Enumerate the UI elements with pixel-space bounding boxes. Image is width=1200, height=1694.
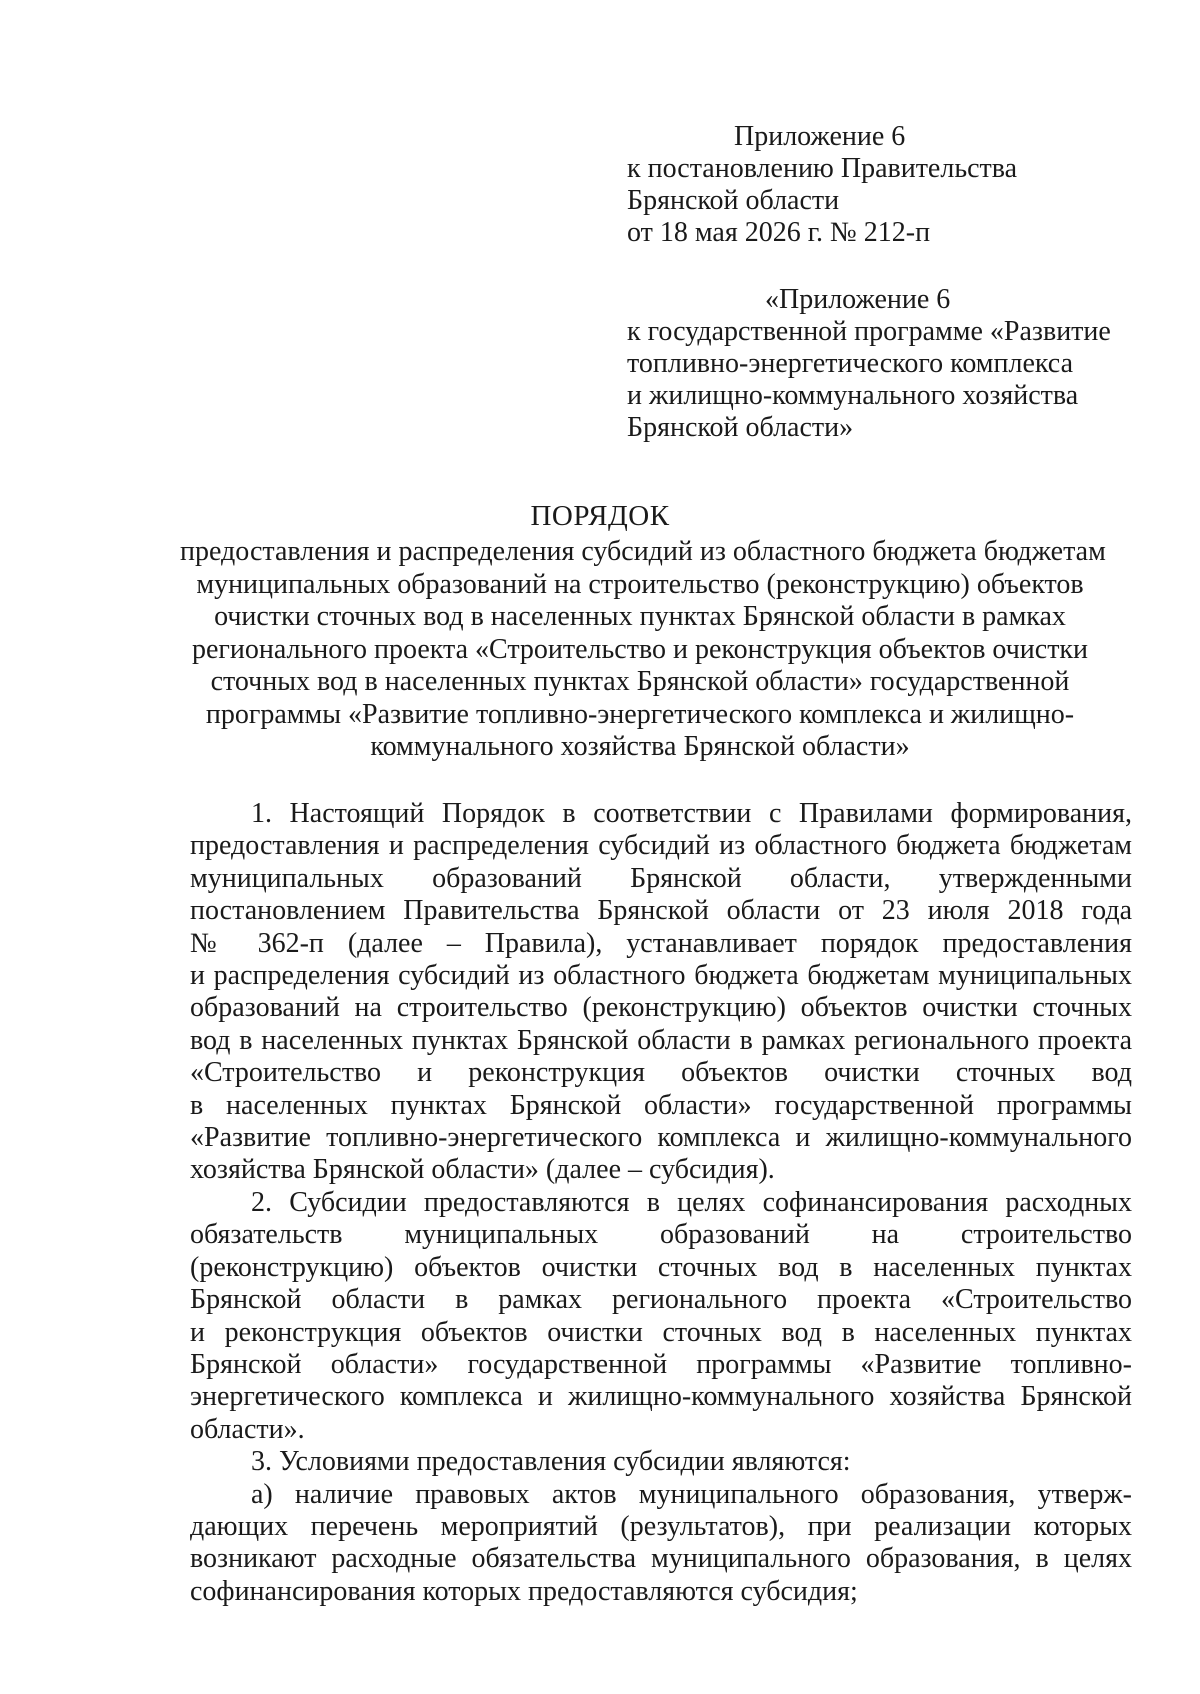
document-body [190,798,1132,1608]
paragraph-1-line: в населенных пунктах Брянской области» государственной программы [190,1089,1132,1121]
appendix-header [627,121,1017,249]
paragraph-2-line: (реконструкцию) объектов очистки сточных вод в населенных пунктах [190,1251,1132,1283]
subtitle-line: сточных вод в населенных пунктах Брянской области» государственной [210,666,1070,697]
paragraph-2-line: области». [190,1413,305,1445]
paragraph-3a-line: а) наличие правовых актов муниципального образования, утверж- [251,1478,1132,1510]
paragraph-2-line: 2. Субсидии предоставляются в целях софинансирования расходных [251,1186,1132,1218]
paragraph-1-line: № 362-п (далее – Правила), устанавливает порядок предоставления [190,927,1132,959]
paragraph-3a-line: возникают расходные обязательства муниципального образования, в целях [190,1543,1132,1575]
document-title: ПОРЯДОК [530,500,670,532]
program-appendix-line: топливно-энергетического комплекса [627,348,1073,379]
paragraph-1-line: «Развитие топливно-энергетического комплекса и жилищно-коммунального [190,1122,1132,1154]
subtitle-line: программы «Развитие топливно-энергетического комплекса и жилищно- [205,698,1075,730]
subtitle-line: регионального проекта «Строительство и реконструкция объектов очистки [191,633,1089,665]
paragraph-1-line: предоставления и распределения субсидий из областного бюджета бюджетам [190,830,1132,862]
appendix-header-line: от 18 мая 2026 г. № 212-п [627,217,931,248]
paragraph-2-line: энергетического комплекса и жилищно-коммунального хозяйства Брянской [190,1381,1132,1413]
paragraph-2-line: и реконструкция объектов очистки сточных вод в населенных пунктах [190,1316,1132,1348]
paragraph-1-line: и распределения субсидий из областного бюджета бюджетам муниципальных [190,960,1132,992]
program-appendix-line: и жилищно-коммунального хозяйства [627,380,1079,411]
paragraph-1-line: вод в населенных пунктах Брянской области в рамках регионального проекта [190,1024,1132,1056]
paragraph-1-line: «Строительство и реконструкция объектов очистки сточных вод [190,1057,1132,1089]
subtitle-line: коммунального хозяйства Брянской области» [370,731,910,762]
appendix-header-line: Приложение 6 [734,121,906,152]
program-appendix-line: Брянской области» [627,412,854,443]
paragraph-3-line: 3. Условиями предоставления субсидии являются: [251,1446,851,1478]
program-appendix [627,284,1111,444]
paragraph-1-line: постановлением Правительства Брянской области от 23 июля 2018 года [190,895,1132,927]
paragraph-1-line: хозяйства Брянской области» (далее – субсидия). [190,1154,775,1186]
paragraph-2-line: Брянской области в рамках регионального проекта «Строительство [190,1284,1132,1316]
paragraph-2-line: обязательств муниципальных образований на строительство [190,1219,1132,1251]
program-appendix-line: «Приложение 6 [765,284,951,315]
paragraph-1-line: муниципальных образований Брянской области, утвержденными [190,862,1132,894]
subtitle-line: очистки сточных вод в населенных пунктах Брянской области в рамках [214,601,1066,632]
subtitle-line: предоставления и распределения субсидий из областного бюджета бюджетам [180,536,1106,567]
paragraph-2-line: Брянской области» государственной программы «Развитие топливно- [190,1348,1132,1380]
paragraph-1-line: образований на строительство (реконструкцию) объектов очистки сточных [190,992,1132,1024]
paragraph-3a-line: софинансирования которых предоставляются субсидия; [190,1575,858,1607]
paragraph-3a-line: дающих перечень мероприятий (результатов), при реализации которых [190,1510,1132,1542]
appendix-header-line: к постановлению Правительства [627,153,1018,184]
program-appendix-line: к государственной программе «Развитие [627,316,1111,347]
paragraph-1-line: 1. Настоящий Порядок в соответствии с Правилами формирования, [251,798,1132,829]
subtitle-line: муниципальных образований на строительство (реконструкцию) объектов [196,568,1084,600]
appendix-header-line: Брянской области [627,185,840,216]
document-subtitle [180,536,1106,764]
